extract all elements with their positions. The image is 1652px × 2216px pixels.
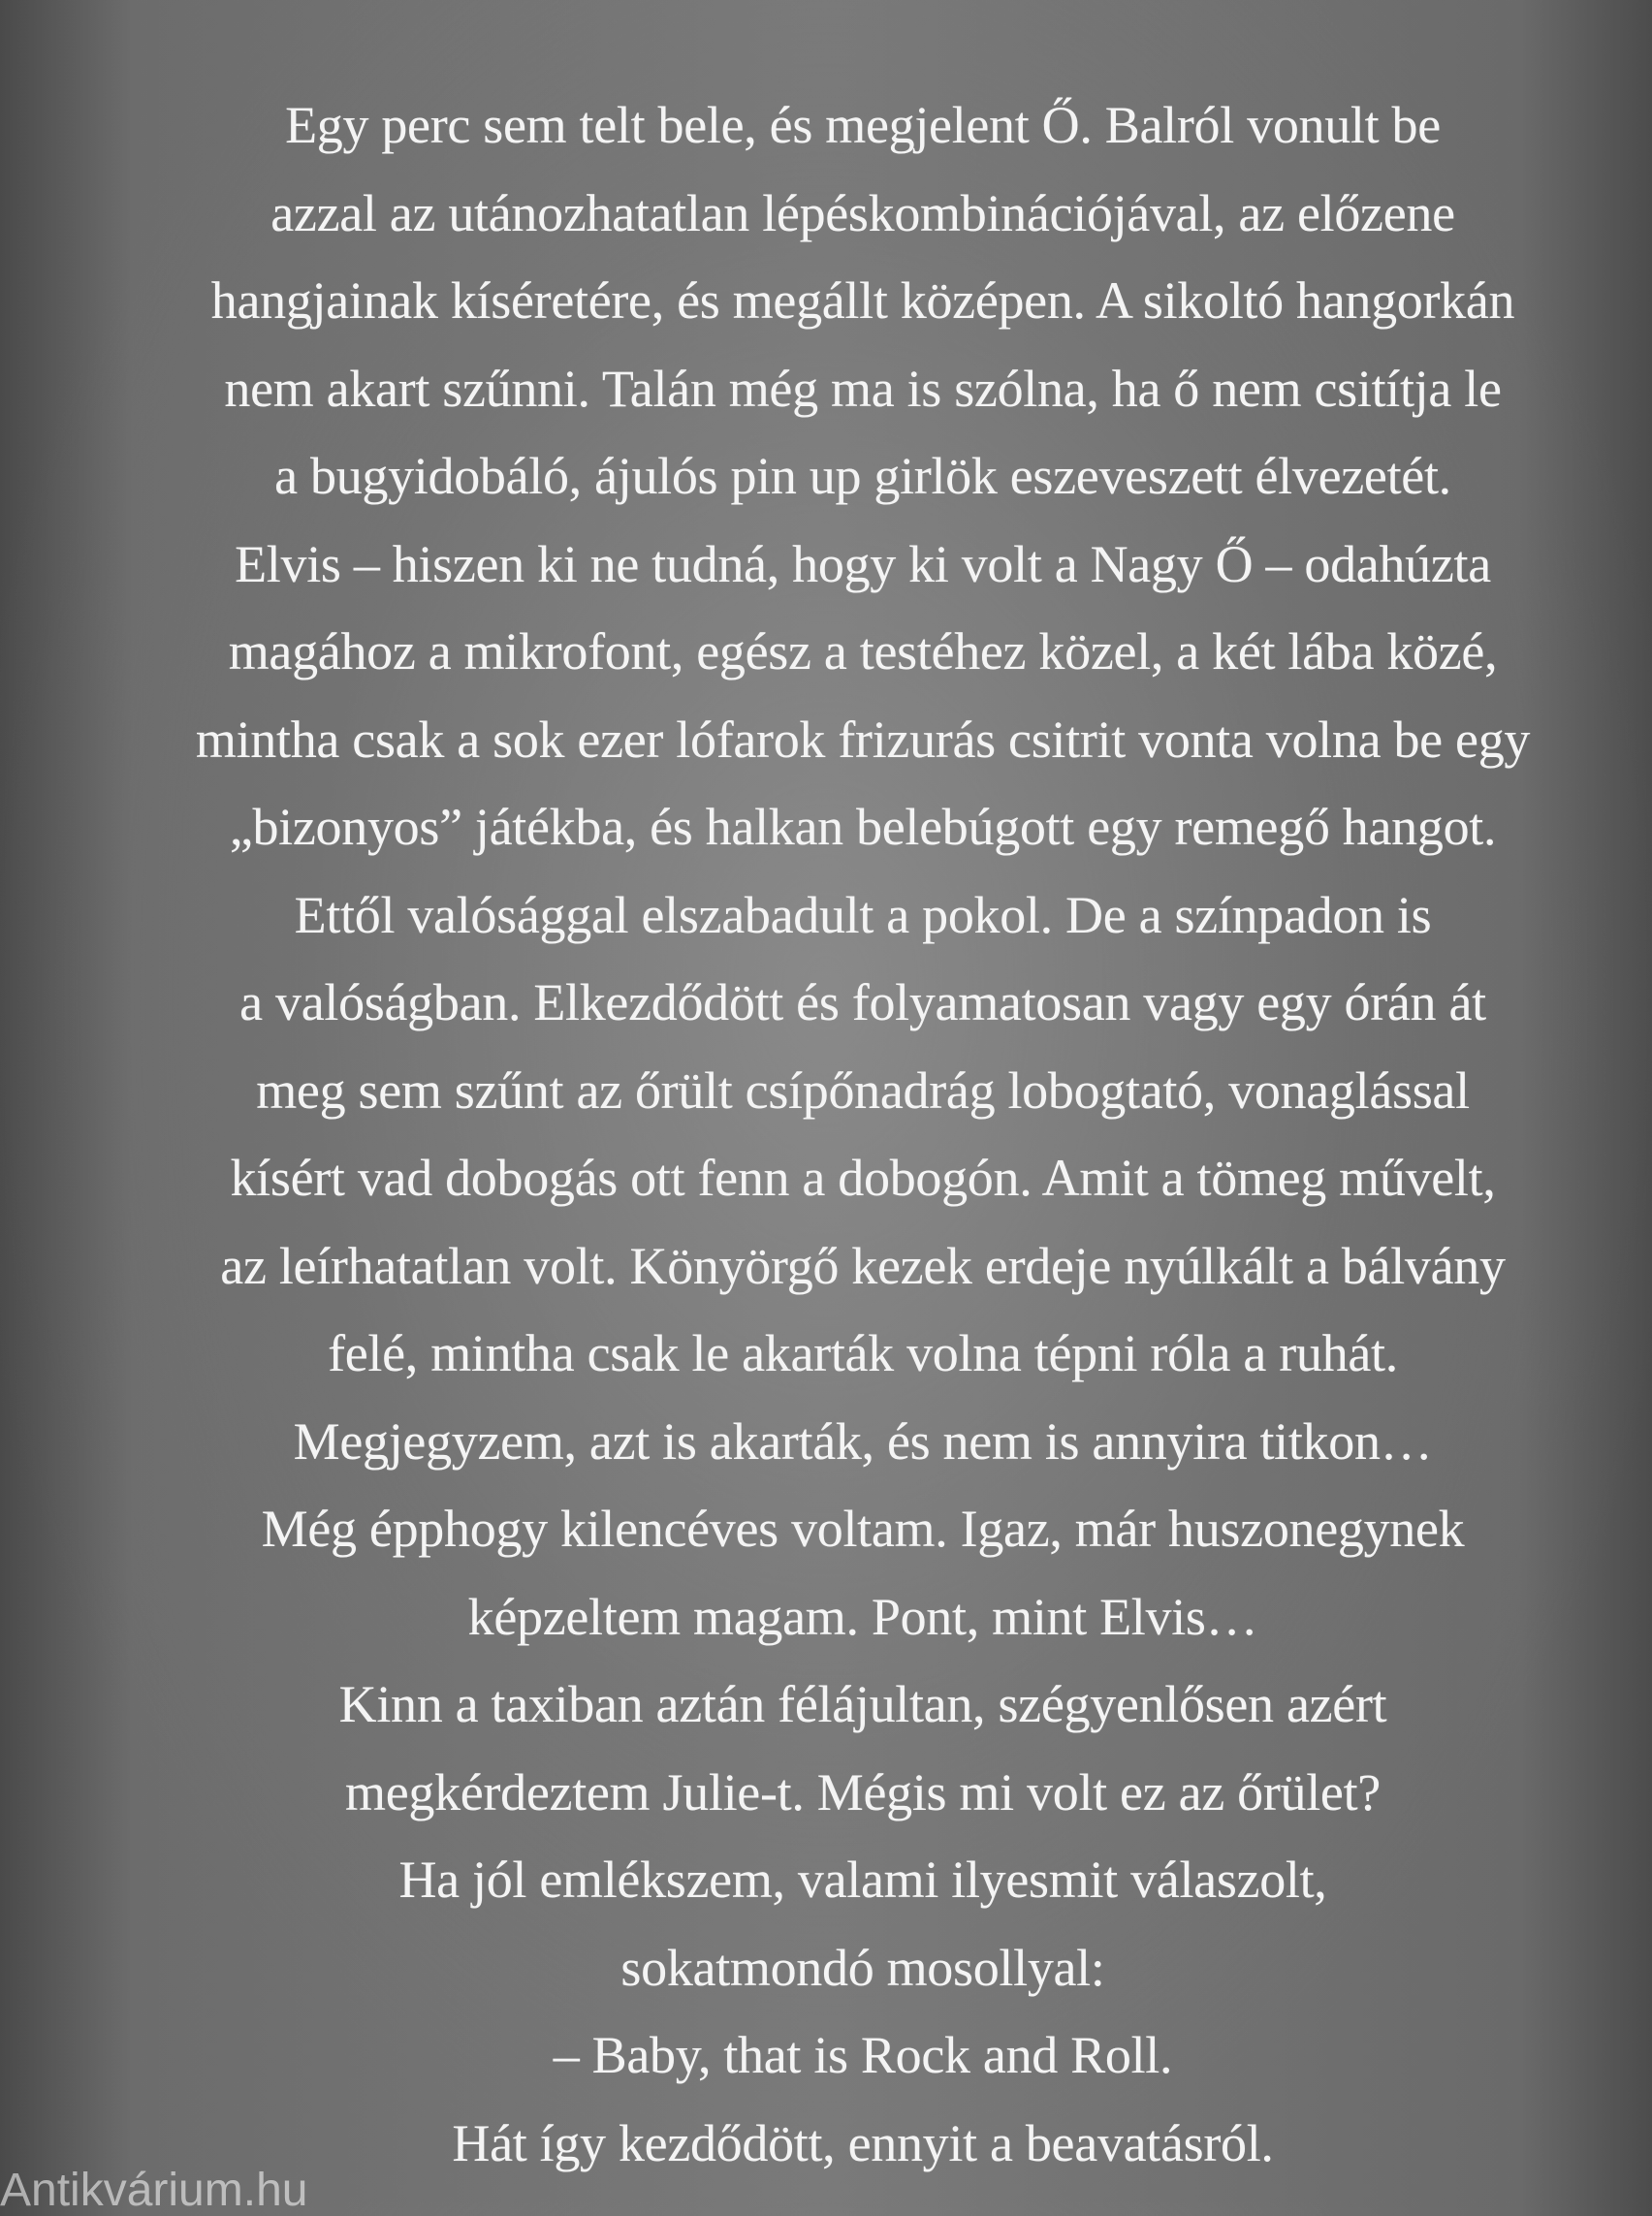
text-line: az leírhatatlan volt. Könyörgő kezek erdeje nyúlkált a bálvány	[220, 1236, 1506, 1295]
text-block	[136, 81, 1590, 2187]
watermark: Antikvárium.hu	[0, 2165, 308, 2216]
text-line: „bizonyos” játékba, és halkan belebúgott egy remegő hangot.	[229, 798, 1497, 856]
text-line: Kinn a taxiban aztán félájultan, szégyenlősen azért	[338, 1675, 1387, 1733]
text-line: a bugyidobáló, ájulós pin up girlök eszeveszett élvezetét.	[274, 447, 1451, 505]
text-line: Hát így kezdődött, ennyit a beavatásról.	[452, 2113, 1274, 2172]
text-line: mintha csak a sok ezer lófarok frizurás csitrit vonta volna be egy	[195, 710, 1531, 769]
text-line: nem akart szűnni. Talán még ma is szólna, ha ő nem csitítja le	[224, 359, 1502, 418]
text-line: hangjainak kíséretére, és megállt középen. A sikoltó hangorkán	[210, 271, 1515, 330]
text-line: azzal az utánozhatatlan lépéskombinációjával, az előzene	[270, 183, 1455, 242]
text-line: – Baby, that is Rock and Roll.	[553, 2026, 1173, 2084]
text-line: Elvis – hiszen ki ne tudná, hogy ki volt a Nagy Ő – odahúzta	[235, 534, 1491, 593]
text-line: Megjegyzem, azt is akarták, és nem is annyira titkon…	[293, 1411, 1433, 1471]
text-line: kísért vad dobogás ott fenn a dobogón. Amit a tömeg művelt,	[230, 1149, 1496, 1207]
text-line: magához a mikrofont, egész a testéhez közel, a két lába közé,	[228, 622, 1498, 681]
text-line: képzeltem magam. Pont, mint Elvis…	[467, 1587, 1258, 1646]
text-line: sokatmondó mosollyal:	[620, 1938, 1105, 1997]
text-line: Egy perc sem telt bele, és megjelent Ő. Balról vonult be	[285, 96, 1441, 154]
text-line: megkérdeztem Julie-t. Mégis mi volt ez az őrület?	[345, 1762, 1381, 1821]
text-line: a valóságban. Elkezdődött és folyamatosan vagy egy órán át	[239, 973, 1486, 1031]
text-line: meg sem szűnt az őrült csípőnadrág lobogtató, vonaglással	[256, 1061, 1470, 1120]
text-line: Ha jól emlékszem, valami ilyesmit válaszolt,	[398, 1851, 1327, 1909]
text-line: felé, mintha csak le akarták volna tépni róla a ruhát.	[328, 1324, 1398, 1382]
text-line: Még épphogy kilencéves voltam. Igaz, már huszonegynek	[261, 1500, 1465, 1558]
text-line: Ettől valósággal elszabadult a pokol. De a színpadon is	[294, 885, 1432, 944]
